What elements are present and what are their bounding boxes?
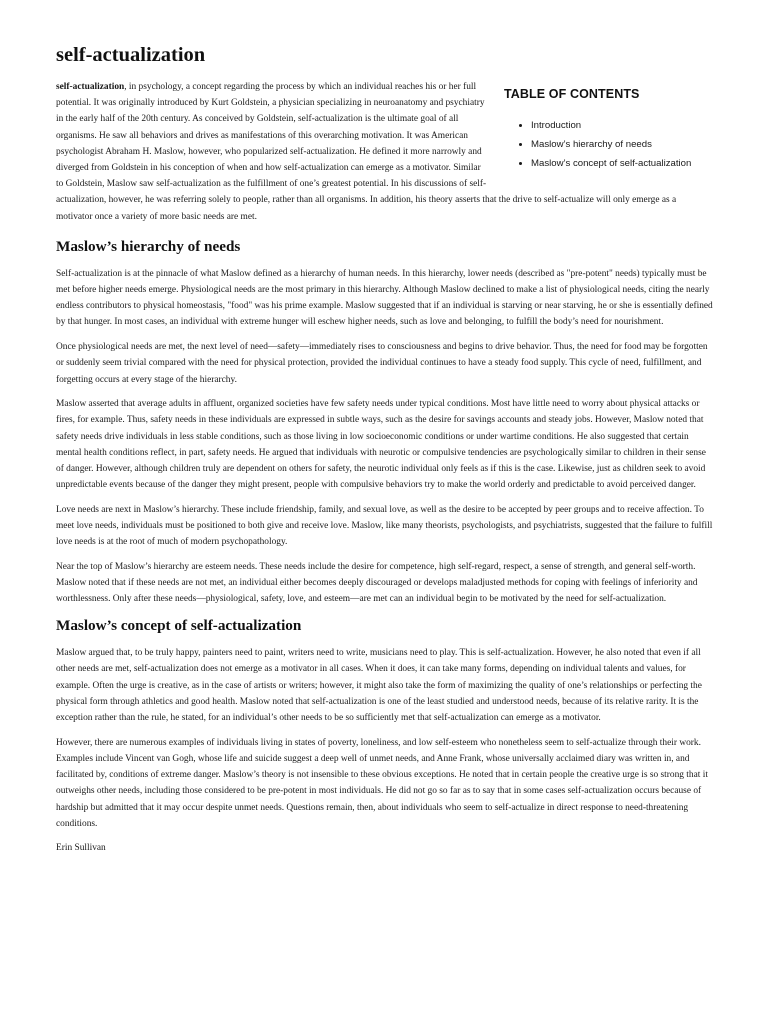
hierarchy-paragraph-3: Maslow asserted that average adults in affluent, organized societies have few safety needs under typical conditions. Most have little need to worry about physical attacks or fires, for example. Thus, safety needs in these individuals are expressed in subtle ways, such as the desire for savings accounts and steady jobs. However, Maslow noted that safety needs drive individuals in less stable conditions, such as those living in low socioeconomic conditions or under wartime conditions. He also suggested that certain mental health conditions reflect, in part, safety needs. He argued that individuals with neurotic or compulsive tendencies are psychologically similar to children in their sense of danger. However, although children truly are dependent on others for safety, the neurotic individual only feels as if this is the case. Likewise, just as children seek to avoid unpredictable events because of the danger they might present, people with compulsive behaviors try to make the world orderly and predictable to avoid perceived danger.: [56, 399, 706, 491]
concept-paragraph-2: However, there are numerous examples of individuals living in states of poverty, loneliness, and low self-esteem who nonetheless seem to self-actualize through their work. Examples include Vincent van Gogh, whose life and suicide suggest a deep well of unmet needs, and Anne Frank, whose universally acclaimed diary was written in, and facilitated by, conditions of extreme danger. Maslow’s theory is not insensible to these obvious exceptions. He noted that in certain people the creative urge is so strong that it outweighs other needs, including those considered to be pre-potent in most individuals. He did not go so far as to say that in some cases self-actualization occurs because of hardship but admitted that it may occur despite unmet needs. Questions remain, then, about individuals who seem to self-actualize in direct response to need-threatening conditions.: [56, 737, 708, 829]
toc-link-introduction[interactable]: Introduction: [531, 120, 582, 131]
author-byline: Erin Sullivan: [56, 843, 106, 854]
intro-text: , in psychology, a concept regarding the process by which an individual reaches his or her full potential. It was originally introduced by Kurt Goldstein, a physician specializing in neuroanatomy and psychiatry in the early half of the 20th century. As conceived by Goldstein, self-actualization is the ultimate goal of all organisms. He saw all behaviors and drives as manifestations of this overarching motivation. It was American psychologist Abraham H. Maslow, however, who popularized self-actualization. He defined it more narrowly and diverged from Goldstein in his conception of when and how self-actualization can emerge as a motivator. Similar to Goldstein, Maslow saw self-actualization as the fulfillment of one’s greatest potential. In his discussions of self-actualization, however, he was referring solely to people, rather than all organisms. In addition, his theory asserts that the drive to self-actualize will only emerge as a motivator once a variety of more basic needs are met.: [56, 82, 677, 222]
section-heading-hierarchy: Maslow’s hierarchy of needs: [56, 237, 241, 255]
toc-heading: TABLE OF CONTENTS: [504, 87, 640, 101]
toc-item-hierarchy[interactable]: [531, 135, 714, 154]
hierarchy-paragraph-4: Love needs are next in Maslow’s hierarchy. These include friendship, family, and sexual love, as well as the desire to be accepted by peer groups and to receive affection. To meet love needs, individuals must be positioned to both give and receive love. Maslow, like many theorists, psychologists, and psychiatrists, suggested that the failure to fulfill love needs is at the root of much of modern psychopathology.: [56, 504, 713, 548]
toc-list: [504, 116, 714, 173]
page-title: self-actualization: [56, 44, 206, 66]
toc-item-concept[interactable]: [531, 154, 714, 173]
toc-item-introduction[interactable]: [531, 116, 714, 135]
article: [56, 42, 714, 856]
hierarchy-paragraph-1: Self-actualization is at the pinnacle of what Maslow defined as a hierarchy of human needs. In this hierarchy, lower needs (described as "pre-potent" needs) typically must be met before higher needs emerge. Physiological needs are the most primary in this hierarchy. Although Maslow declined to make a list of physiological needs, citing the nearly endless contributors to physical homeostasis, "food" was his prime example. Maslow suggested that if an individual is starving or near starving, he or she is essentially defined by that hunger. In most cases, an individual with extreme hunger will eschew higher needs, such as love and belonging, to fulfill the body’s need for nourishment.: [56, 268, 713, 328]
intro-lead-term: self-actualization: [56, 82, 125, 92]
hierarchy-paragraph-2: Once physiological needs are met, the next level of need—safety—immediately rises to consciousness and begins to drive behavior. Thus, the need for food may be forgotten or suddenly seem trivial compared with the need for physical protection, provided the individual continues to have a steady food supply. This cycle of need, fulfillment, and forgetting occurs at every stage of the hierarchy.: [56, 342, 708, 385]
hierarchy-paragraph-5: Near the top of Maslow’s hierarchy are esteem needs. These needs include the desire for competence, high self-regard, respect, a sense of strength, and general self-worth. Maslow noted that if these needs are not met, an individual either becomes deeply discouraged or develops maladjusted methods for coping with feelings of inferiority and worthlessness. Only after these needs—physiological, safety, love, and esteem—are met can an individual begin to be motivated by the need for self-actualization.: [56, 562, 698, 605]
toc-link-concept[interactable]: Maslow’s concept of self-actualization: [531, 158, 692, 169]
toc-link-hierarchy[interactable]: Maslow’s hierarchy of needs: [531, 139, 652, 150]
concept-paragraph-1: Maslow argued that, to be truly happy, painters need to paint, writers need to write, musicians need to play. This is self-actualization. However, he also noted that even if all other needs are met, self-actualization does not emerge as a motivator in all cases. When it does, it can take many forms, depending on individual talents and values, for example. Often the urge is creative, as in the case of artists or writers; however, it might also take the form of maximizing the quality of one’s relationships or perfecting the physical form through athletics and good health. Maslow noted that self-actualization is one of the least studied and understood needs, because of its relative rarity. It is the exception rather than the rule, he stated, for an individual’s other needs to be so sufficiently met that self-actualization can emerge as a motivator.: [56, 648, 702, 723]
section-heading-concept: Maslow’s concept of self-actualization: [56, 617, 302, 635]
table-of-contents: [504, 79, 714, 173]
